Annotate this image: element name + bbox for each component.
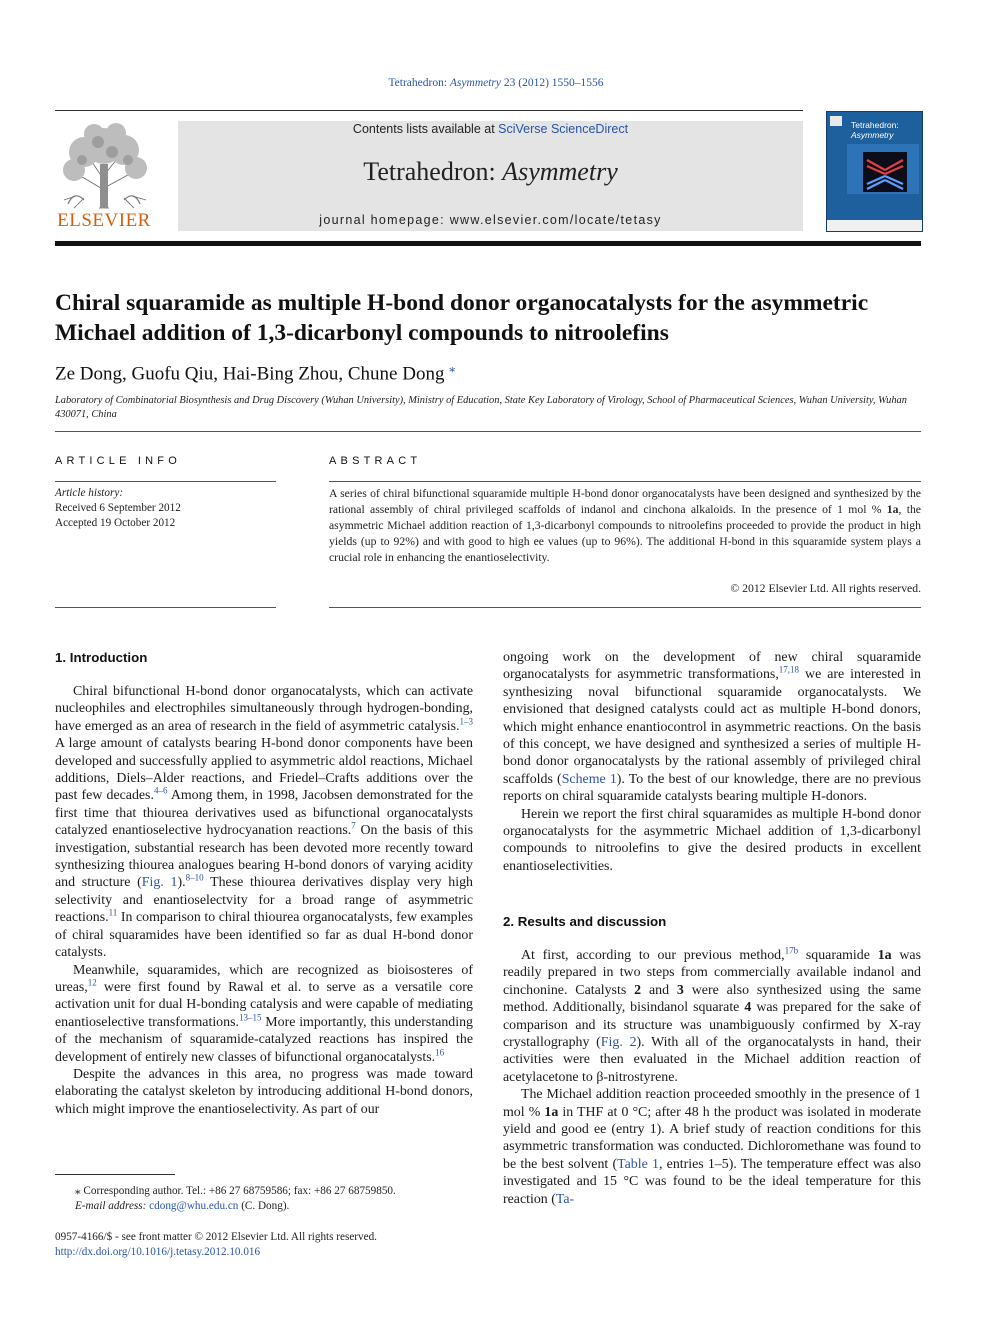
- divider: [329, 607, 921, 608]
- issn-line: 0957-4166/$ - see front matter © 2012 Elsevier Ltd. All rights reserved.: [55, 1231, 377, 1243]
- reference-link[interactable]: 12: [87, 977, 97, 988]
- right-column-bottom: [503, 947, 921, 1208]
- header-divider: [55, 241, 921, 246]
- cover-title-line2: Asymmetry: [851, 130, 894, 140]
- reference-link[interactable]: 8–10: [185, 872, 204, 883]
- divider: [55, 481, 276, 482]
- accepted-date: Accepted 19 October 2012: [55, 517, 176, 529]
- corresponding-author-mark[interactable]: ⁎: [449, 361, 456, 375]
- section-heading-introduction: 1. Introduction: [55, 650, 148, 665]
- table-link[interactable]: Table 1: [617, 1156, 659, 1172]
- article-history: [55, 486, 276, 531]
- abstract-heading: ABSTRACT: [329, 455, 422, 467]
- reference-link[interactable]: 1–3: [459, 716, 473, 727]
- reference-link[interactable]: 17b: [784, 945, 799, 956]
- sciencedirect-link[interactable]: SciVerse ScienceDirect: [498, 122, 629, 136]
- elsevier-wordmark: ELSEVIER: [57, 210, 151, 231]
- footnote-mark: ⁎: [75, 1185, 81, 1197]
- copyright: © 2012 Elsevier Ltd. All rights reserved.: [730, 582, 921, 595]
- scheme-link[interactable]: Scheme 1: [561, 771, 617, 787]
- email-link[interactable]: cdong@whu.edu.cn: [149, 1200, 239, 1212]
- affiliation: Laboratory of Combinatorial Biosynthesis and Drug Discovery (Wuhan University), Ministry of Education, State Key Laboratory of Virology, School of Pharmaceutical Sciences, Wuhan University, Wuhan 430071, China: [55, 395, 907, 420]
- article-title: Chiral squaramide as multiple H-bond donor organocatalysts for the asymmetric Michael addition of 1,3-dicarbonyl compounds to nitroolefins: [55, 290, 869, 346]
- author-list: Ze Dong, Guofu Qiu, Hai-Bing Zhou, Chune Dong ⁎: [55, 361, 456, 385]
- received-date: Received 6 September 2012: [55, 502, 181, 514]
- reference-link[interactable]: 4–6: [153, 785, 168, 796]
- reference-link[interactable]: 16: [435, 1046, 445, 1057]
- journal-citation[interactable]: Tetrahedron: Asymmetry 23 (2012) 1550–1556: [388, 77, 604, 89]
- homepage-link[interactable]: www.elsevier.com/locate/tetasy: [449, 213, 662, 227]
- table-link[interactable]: Ta-: [555, 1191, 575, 1207]
- elsevier-tree-icon: [54, 120, 154, 210]
- left-column: [55, 683, 473, 1118]
- reference-link[interactable]: 17,18: [778, 664, 800, 675]
- right-column-top: [503, 649, 921, 875]
- footnote-divider: [55, 1174, 175, 1175]
- cover-title-line1: Tetrahedron:: [851, 120, 899, 130]
- contents-line: Contents lists available at SciVerse ScienceDirect: [352, 122, 629, 136]
- paragraph: The Michael addition reaction proceeded smoothly in the presence of 1 mol % 1a in THF at 0 °C; after 48 h the product was isolated in moderate yield and good ee (entry 1). A brief study of reaction conditions for this asymmetric transformation was conducted. Dichloromethane was found to be the best solvent (Table 1, entries 1–5). The temperature effect was also investigated and 15 °C was found to be the ideal temperature for this reaction (Ta-: [503, 1087, 921, 1207]
- divider: [55, 431, 921, 432]
- divider: [329, 481, 921, 482]
- paragraph: ongoing work on the development of new chiral squaramide organocatalysts for asymmetric transformations,$^{17,18}$ we are interested in synthesizing noval bifunctional squaramide organocatalysts. We envisioned that designed catalysts could act as multiple H-bond donors, which might enhance enantiocontrol in asymmetric reactions. On the basis of this concept, we have designed and synthesized a series of multiple H-bond donor organocatalysts by the rational assembly of privileged chiral scaffolds (Scheme 1). To the best of our knowledge, there are no previous reports on chiral squaramide catalysts bearing multiple H-donors.: [503, 650, 921, 805]
- elsevier-logo[interactable]: [54, 120, 154, 232]
- footnote: ⁎ Corresponding author. Tel.: +86 27 68759586; fax: +86 27 68759850. E-mail address: cdong@whu.edu.cn (C. Dong).: [75, 1185, 396, 1212]
- journal-homepage: journal homepage: www.elsevier.com/locate/tetasy: [319, 213, 662, 227]
- front-matter: [55, 1230, 485, 1260]
- paragraph: Herein we report the first chiral squaramides as multiple H-bond donor organocatalysts for the asymmetric Michael addition of 1,3-dicarbonyl compounds to nitroolefins to give the desired products in excellent enantioselectivities.: [503, 806, 921, 874]
- history-label: Article history:: [55, 487, 124, 499]
- journal-masthead: [178, 121, 803, 231]
- reference-link[interactable]: 11: [108, 907, 118, 918]
- paragraph: Despite the advances in this area, no progress was made toward elaborating the catalyst skeleton by introducing additional H-bond donors, which might improve the enantioselectivity. As part of our: [55, 1066, 473, 1117]
- journal-title: Tetrahedron: Asymmetry: [363, 157, 618, 186]
- article-info-heading: ARTICLE INFO: [55, 455, 181, 467]
- reference-link[interactable]: 13–15: [238, 1012, 262, 1023]
- divider: [55, 607, 276, 608]
- figure-link[interactable]: Fig. 1: [141, 875, 178, 891]
- figure-link[interactable]: Fig. 2: [600, 1035, 637, 1051]
- abstract-text: A series of chiral bifunctional squaramide multiple H-bond donor organocatalysts have been designed and synthesized by the rational assembly of chiral privileged scaffolds of indanol and cinchona alkaloids. In the presence of 1 mol % 1a, the asymmetric Michael addition reaction of 1,3-dicarbonyl compounds to nitroolefins proceeded to provide the product in high yields (up to 92%) and with good to high ee values (up to 96%). The additional H-bond in this squaramide system plays a crucial role in enhancing the enantioselectivity.: [329, 487, 921, 565]
- paragraph: Chiral bifunctional H-bond donor organocatalysts, which can activate nucleophiles and electrophiles simultaneously through hydrogen-bonding, have emerged as an area of research in the field of asymmetric catalysis.$^{1-3}$ A large amount of catalysts bearing H-bond donor components have been developed and successfully applied to asymmetric aldol reactions, Michael additions, Diels–Alder reactions, and Friedel–Crafts additions over the past few decades.$^{4-6}$ Among them, in 1998, Jacobsen demonstrated for the first time that thiourea derivatives used as bifunctional organocatalysts catalyzed enantioselective hydrocyanation reactions.$^7$ On the basis of this investigation, substantial research has been devoted more recently toward synthesizing thiourea analogues bearing H-bond donors of varying acidity and structure (Fig. 1).$^{8-10}$ These thiourea derivatives display very high selectivity and enantioselectvity for a broad range of asymmetric reactions.$^{11}$ In comparison to chiral thiourea organocatalysts, few examples of chiral squaramides have been identified so far as dual H-bond donor catalysts.: [55, 684, 473, 961]
- paragraph: Meanwhile, squaramides, which are recognized as bioisosteres of ureas,$^{12}$ were first found by Rawal et al. to serve as a versatile core activation unit for dual H-bonding catalysis and were capable of mediating enantioselective transformations.$^{13-15}$ More importantly, this understanding of the mechanism of squaramide-catalyzed reactions has inspired the development of entirely new classes of bifunctional organocatalysts.$^{16}$: [55, 962, 473, 1065]
- section-heading-results: 2. Results and discussion: [503, 914, 667, 929]
- journal-cover[interactable]: [826, 111, 923, 232]
- reference-link[interactable]: 7: [351, 820, 356, 831]
- doi-link[interactable]: http://dx.doi.org/10.1016/j.tetasy.2012.10.016: [55, 1246, 261, 1258]
- paragraph: At first, according to our previous method,$^{17b}$ squaramide 1a was readily prepared in two steps from commercially available indanol and cinchonine. Catalysts 2 and 3 were also synthesized using the same method. Additionally, bisindanol squarate 4 was prepared for the sake of comparison and its structure was unambiguously confirmed by X-ray crystallography (Fig. 2). With all of the organocatalysts in hand, their activities were then evaluated in the Michael addition reaction of acetylacetone to β-nitrostyrene.: [503, 945, 921, 1085]
- divider: [55, 110, 803, 111]
